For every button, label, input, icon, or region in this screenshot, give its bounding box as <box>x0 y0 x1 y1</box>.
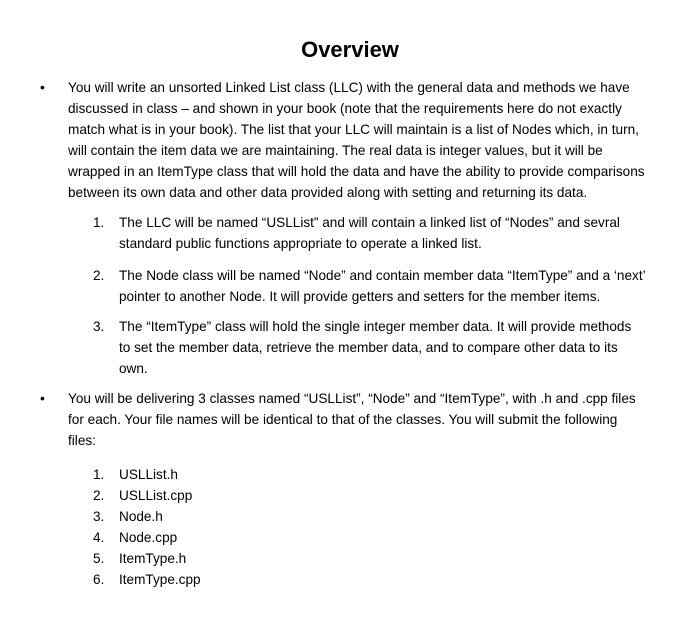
page-title: Overview <box>301 37 399 62</box>
file-name: ItemType.h <box>119 551 187 566</box>
file-name: Node.h <box>119 509 163 524</box>
paragraph-line: to set the member data, retrieve the member data, and to compare other data to its <box>119 340 618 355</box>
paragraph-line: The Node class will be named “Node” and contain member data “ItemType” and a ‘next’ <box>119 268 646 283</box>
paragraph-line: standard public functions appropriate to operate a linked list. <box>119 236 482 251</box>
file-number: 4. <box>93 530 105 545</box>
requirement-number: 1. <box>93 215 105 230</box>
bullet-paragraph <box>68 388 688 451</box>
paragraph-line: own. <box>119 361 148 376</box>
paragraph-line: discussed in class – and shown in your book (note that the requirements here do not exactly <box>68 101 622 116</box>
file-number: 5. <box>93 551 105 566</box>
bullet-icon: • <box>40 79 45 95</box>
file-list-item <box>0 464 700 485</box>
file-number: 1. <box>93 467 105 482</box>
file-list-item <box>0 548 700 569</box>
file-name: USLList.h <box>119 467 178 482</box>
file-number: 3. <box>93 509 105 524</box>
paragraph-line: You will write an unsorted Linked List class (LLC) with the general data and methods we have <box>68 80 630 95</box>
paragraph-line: between its own data and other data provided along with setting and returning its data. <box>68 185 588 200</box>
paragraph-line: for each. Your file names will be identical to that of the classes. You will submit the following <box>68 412 618 427</box>
requirement-number: 3. <box>93 319 105 334</box>
paragraph-line: wrapped in an ItemType class that will hold the data and have the ability to provide comparisons <box>68 164 645 179</box>
requirement-text <box>119 212 689 254</box>
paragraph-line: will contain the item data we are maintaining. The real data is integer values, but it will be <box>68 143 603 158</box>
file-number: 6. <box>93 572 105 587</box>
paragraph-line: match what is in your book). The list that your LLC will maintain is a list of Nodes which, in turn, <box>68 122 639 137</box>
requirement-number: 2. <box>93 268 105 283</box>
paragraph-line: The LLC will be named “USLList” and will contain a linked list of “Nodes” and sevral <box>119 215 620 230</box>
file-number: 2. <box>93 488 105 503</box>
paragraph-line: files: <box>68 433 96 448</box>
paragraph-line: You will be delivering 3 classes named “USLList”, “Node” and “ItemType”, with .h and .cpp files <box>68 391 636 406</box>
bullet-icon: • <box>40 390 45 406</box>
file-name: Node.cpp <box>119 530 178 545</box>
file-list-item <box>0 527 700 548</box>
file-name: USLList.cpp <box>119 488 193 503</box>
paragraph-line: The “ItemType” class will hold the single integer member data. It will provide methods <box>119 319 632 334</box>
bullet-paragraph <box>68 77 688 203</box>
file-name: ItemType.cpp <box>119 572 201 587</box>
file-list-item <box>0 506 700 527</box>
requirement-text <box>119 316 689 379</box>
requirement-text <box>119 265 689 307</box>
file-list-item <box>0 485 700 506</box>
paragraph-line: pointer to another Node. It will provide getters and setters for the member items. <box>119 289 601 304</box>
file-list-item <box>0 569 700 590</box>
